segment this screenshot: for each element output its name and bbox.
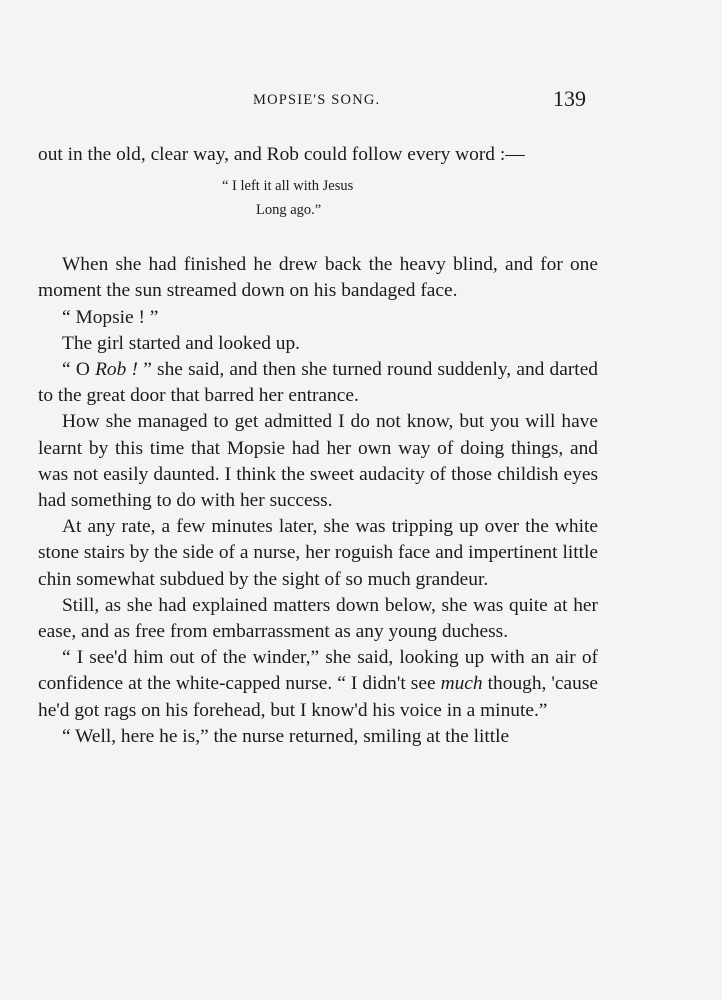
verse-line: “ I left it all with Jesus — [222, 178, 354, 195]
italic-text: much — [440, 673, 483, 695]
paragraph: Still, as she had explained matters down below, she was quite at her ease, and as free from embarrassment as any young duchess. — [38, 594, 598, 643]
running-head: MOPSIE'S SONG. — [253, 92, 381, 108]
section-gap — [38, 222, 598, 252]
paragraph: How she managed to get admitted I do not know, but you will have learnt by this time that Mopsie had her own way of doing things, and was not easily daunted. I think the sweet audacity of those childish eyes had something to do with her success. — [38, 411, 598, 512]
text-run: “ I see'd him out of the winder,” she said, looking up with an air of confidence at the white-capped nurse. “ I didn't see — [38, 647, 598, 695]
text-run: “ O — [62, 359, 96, 381]
paragraph — [38, 357, 598, 409]
paragraph: When she had finished he drew back the heavy blind, and for one moment the sun streamed down on his bandaged face. — [38, 254, 598, 302]
verse-line: Long ago.” — [256, 202, 322, 219]
page-number: 139 — [553, 86, 586, 111]
text-run: ” she said, and then she turned round suddenly, and darted to the great door that barred her entrance. — [38, 359, 598, 407]
italic-text: Rob ! — [95, 359, 144, 381]
verse-quote — [38, 174, 598, 222]
body-text — [38, 142, 598, 750]
paragraph: “ Well, here he is,” the nurse returned, smiling at the little — [62, 725, 510, 747]
paragraph-continuation: out in the old, clear way, and Rob could follow every word :— — [38, 144, 525, 165]
paragraph: The girl started and looked up. — [62, 332, 301, 354]
paragraph — [38, 645, 598, 724]
paragraph: “ Mopsie ! ” — [62, 306, 159, 328]
paragraph: At any rate, a few minutes later, she was tripping up over the white stone stairs by the side of a nurse, her roguish face and impertinent little chin somewhat subdued by the sight of so much grandeur. — [38, 516, 598, 590]
text-run: though, 'cause he'd got rags on his forehead, but I know'd his voice in a minute.” — [38, 673, 598, 721]
